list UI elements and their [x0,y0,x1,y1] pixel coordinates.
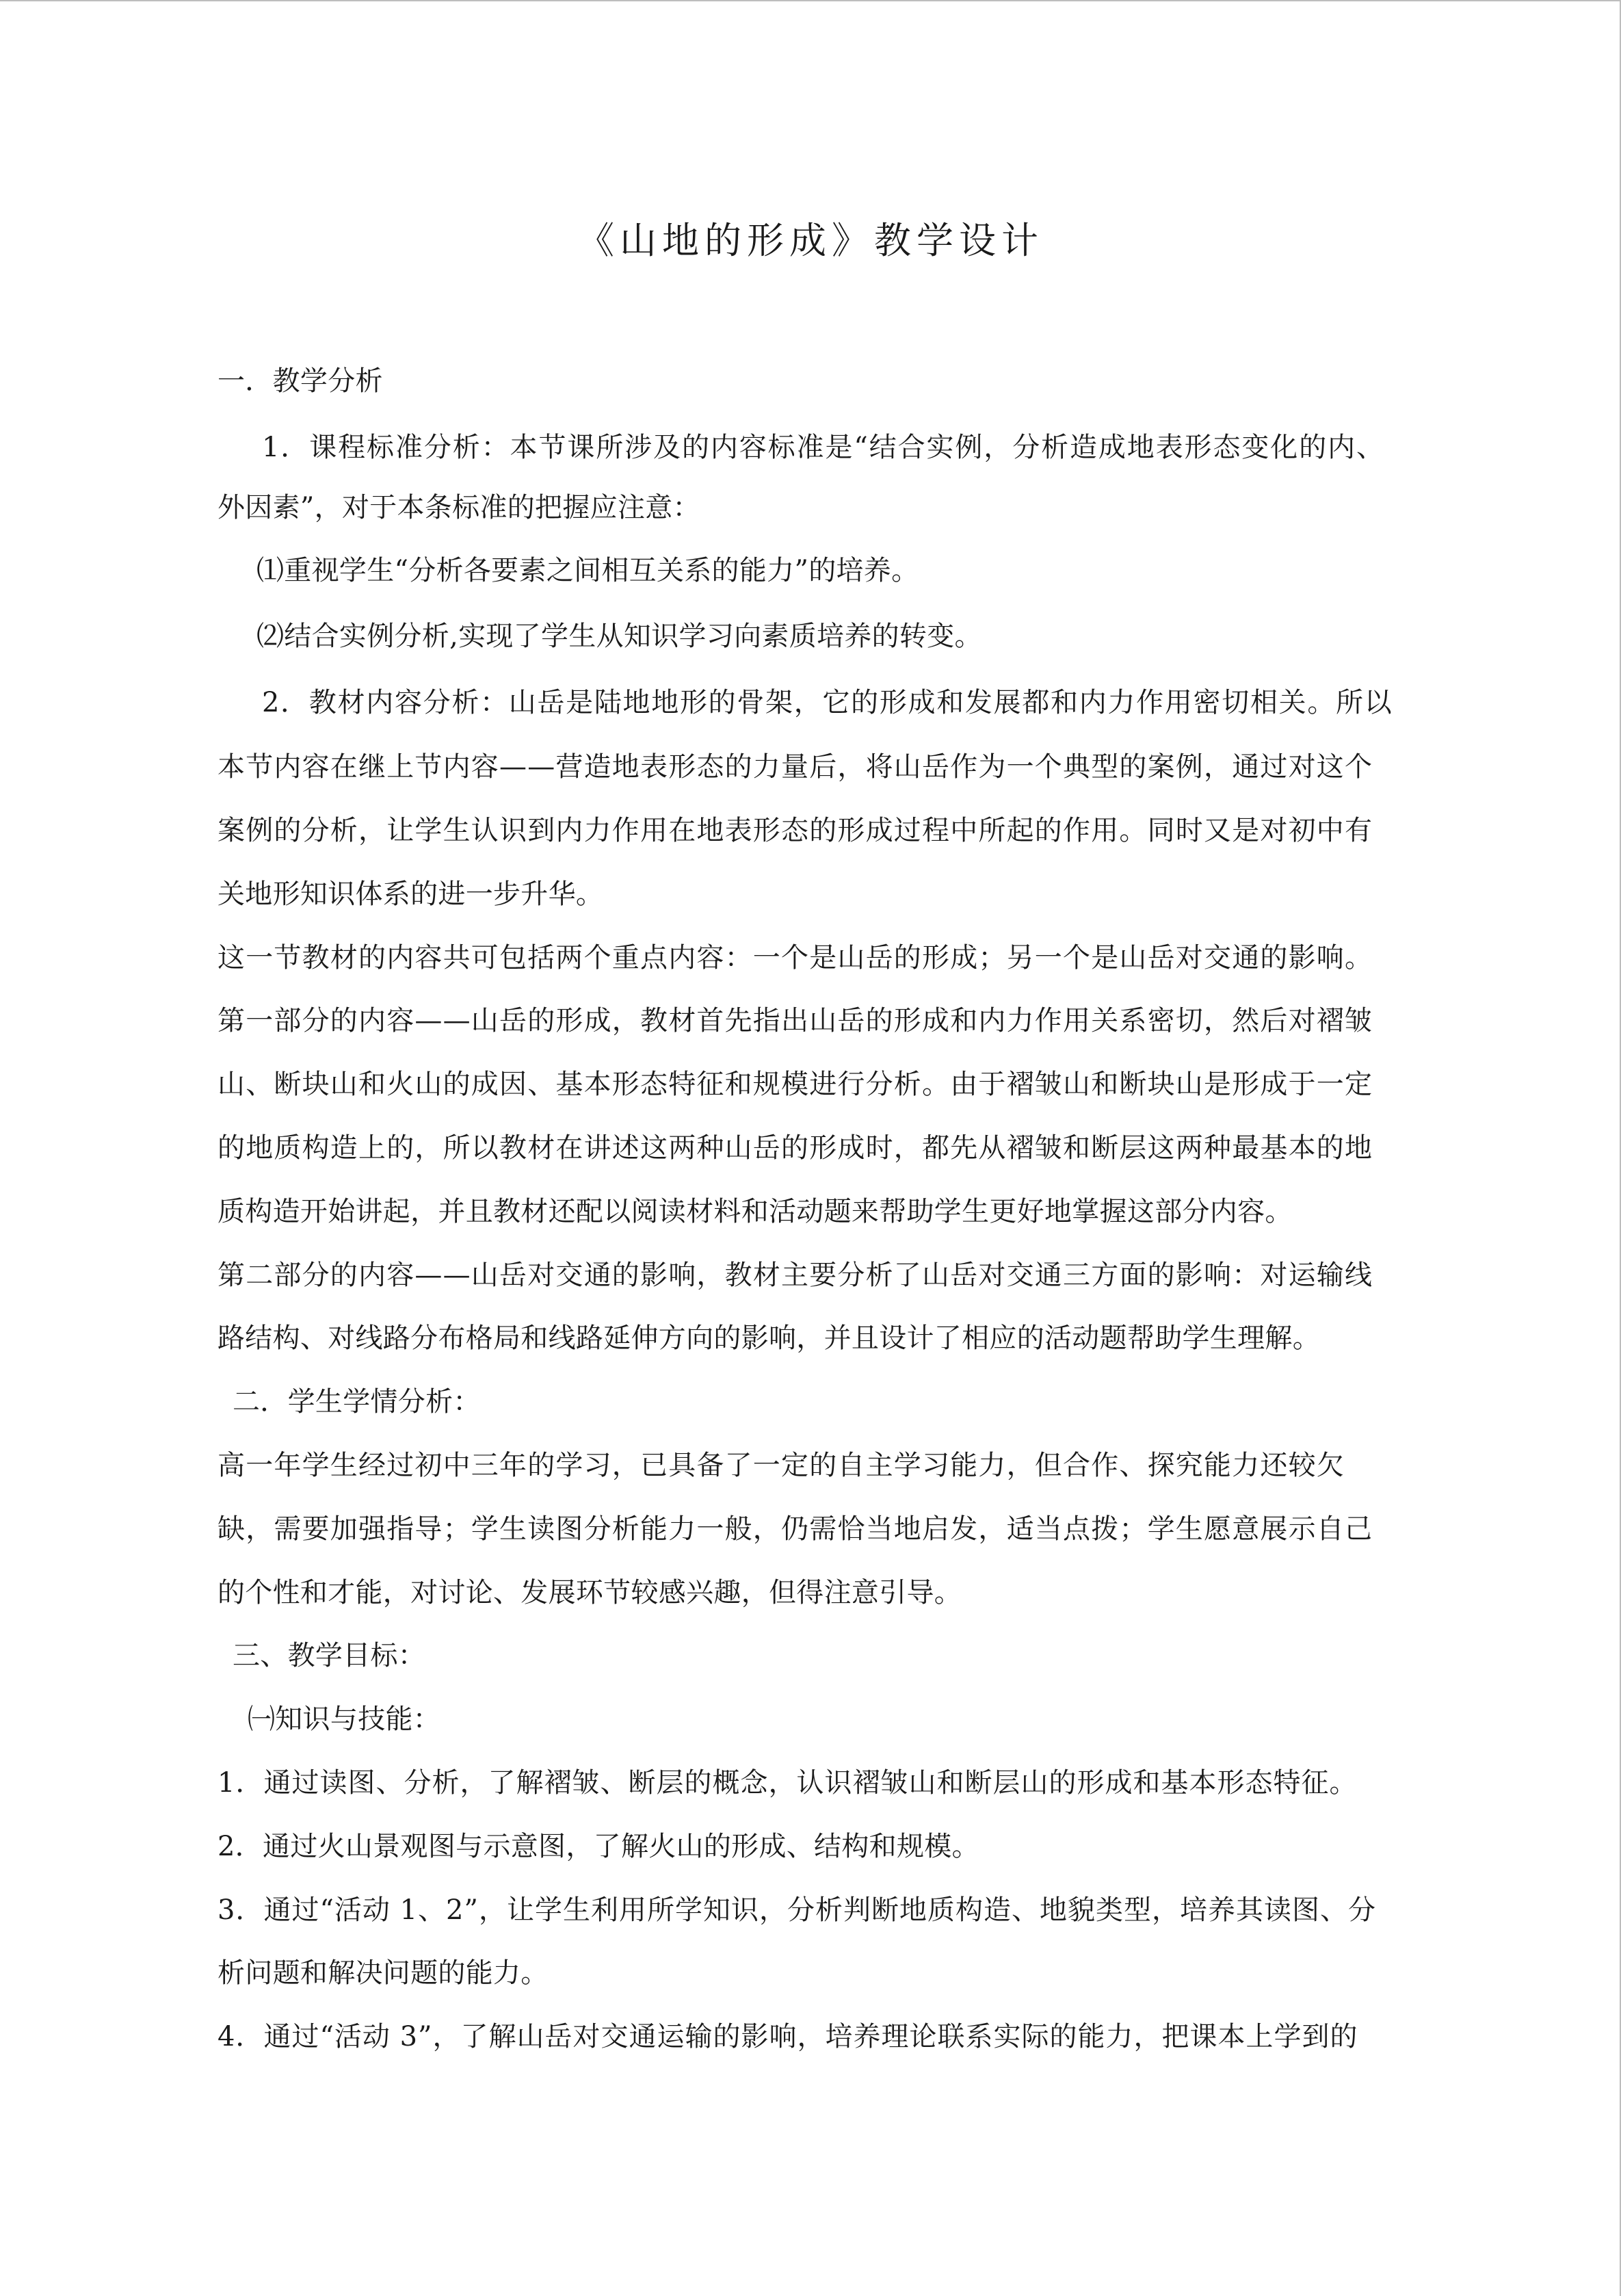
paragraph-line: 山、断块山和火山的成因、基本形态特征和规模进行分析。由于褶皱山和断块山是形成于一定 [218,1069,1373,1100]
paragraph-line: 1．课程标准分析：本节课所涉及的内容标准是“结合实例，分析造成地表形态变化的内、 [262,432,1385,463]
paragraph-line: 的地质构造上的，所以教材在讲述这两种山岳的形成时，都先从褶皱和断层这两种最基本的地 [218,1132,1373,1164]
subsection-heading: ㈠知识与技能： [248,1704,441,1735]
list-item: 3．通过“活动 1、2”，让学生利用所学知识，分析判断地质构造、地貌类型，培养其读图、分 [218,1894,1376,1926]
paragraph-line: 这一节教材的内容共可包括两个重点内容：一个是山岳的形成；另一个是山岳对交通的影响。 [218,942,1373,974]
document-title: 《山地的形成》教学设计 [577,219,1044,262]
list-item: 析问题和解决问题的能力。 [218,1957,549,1989]
list-item: 1．通过读图、分析，了解褶皱、断层的概念，认识褶皱山和断层山的形成和基本形态特征。 [218,1767,1358,1799]
paragraph-line: 2．教材内容分析：山岳是陆地地形的骨架，它的形成和发展都和内力作用密切相关。所以 [262,687,1393,718]
paragraph-line: 关地形知识体系的进一步升华。 [218,878,604,910]
list-item: 2．通过火山景观图与示意图，了解火山的形成、结构和规模。 [218,1831,979,1862]
paragraph-line: 的个性和才能，对讨论、发展环节较感兴趣，但得注意引导。 [218,1577,962,1608]
paragraph-line: 质构造开始讲起，并且教材还配以阅读材料和活动题来帮助学生更好地掌握这部分内容。 [218,1196,1293,1227]
paragraph-line: 本节内容在继上节内容——营造地表形态的力量后，将山岳作为一个典型的案例，通过对这个 [218,751,1373,783]
section-heading-goals: 三、教学目标： [233,1640,426,1671]
section-heading-analysis: 一．教学分析 [218,365,383,397]
paragraph-line: 缺，需要加强指导；学生读图分析能力一般，仍需恰当地启发，适当点拨；学生愿意展示自己 [218,1513,1373,1545]
list-item: 4．通过“活动 3”，了解山岳对交通运输的影响，培养理论联系实际的能力，把课本上学到的 [218,2021,1358,2052]
paragraph-line: 案例的分析，让学生认识到内力作用在地表形态的形成过程中所起的作用。同时又是对初中有 [218,815,1373,846]
list-item: ⑴重视学生“分析各要素之间相互关系的能力”的培养。 [256,555,919,586]
paragraph-line: 外因素”，对于本条标准的把握应注意： [218,492,700,523]
paragraph-line: 第一部分的内容——山岳的形成，教材首先指出山岳的形成和内力作用关系密切，然后对褶皱 [218,1005,1373,1036]
section-heading-students: 二．学生学情分析： [233,1386,481,1418]
list-item: ⑵结合实例分析,实现了学生从知识学习向素质培养的转变。 [256,621,982,652]
paragraph-line: 路结构、对线路分布格局和线路延伸方向的影响，并且设计了相应的活动题帮助学生理解。 [218,1322,1320,1354]
paragraph-line: 第二部分的内容——山岳对交通的影响，教材主要分析了山岳对交通三方面的影响：对运输线 [218,1260,1373,1291]
paragraph-line: 高一年学生经过初中三年的学习，已具备了一定的自主学习能力，但合作、探究能力还较欠 [218,1450,1345,1481]
